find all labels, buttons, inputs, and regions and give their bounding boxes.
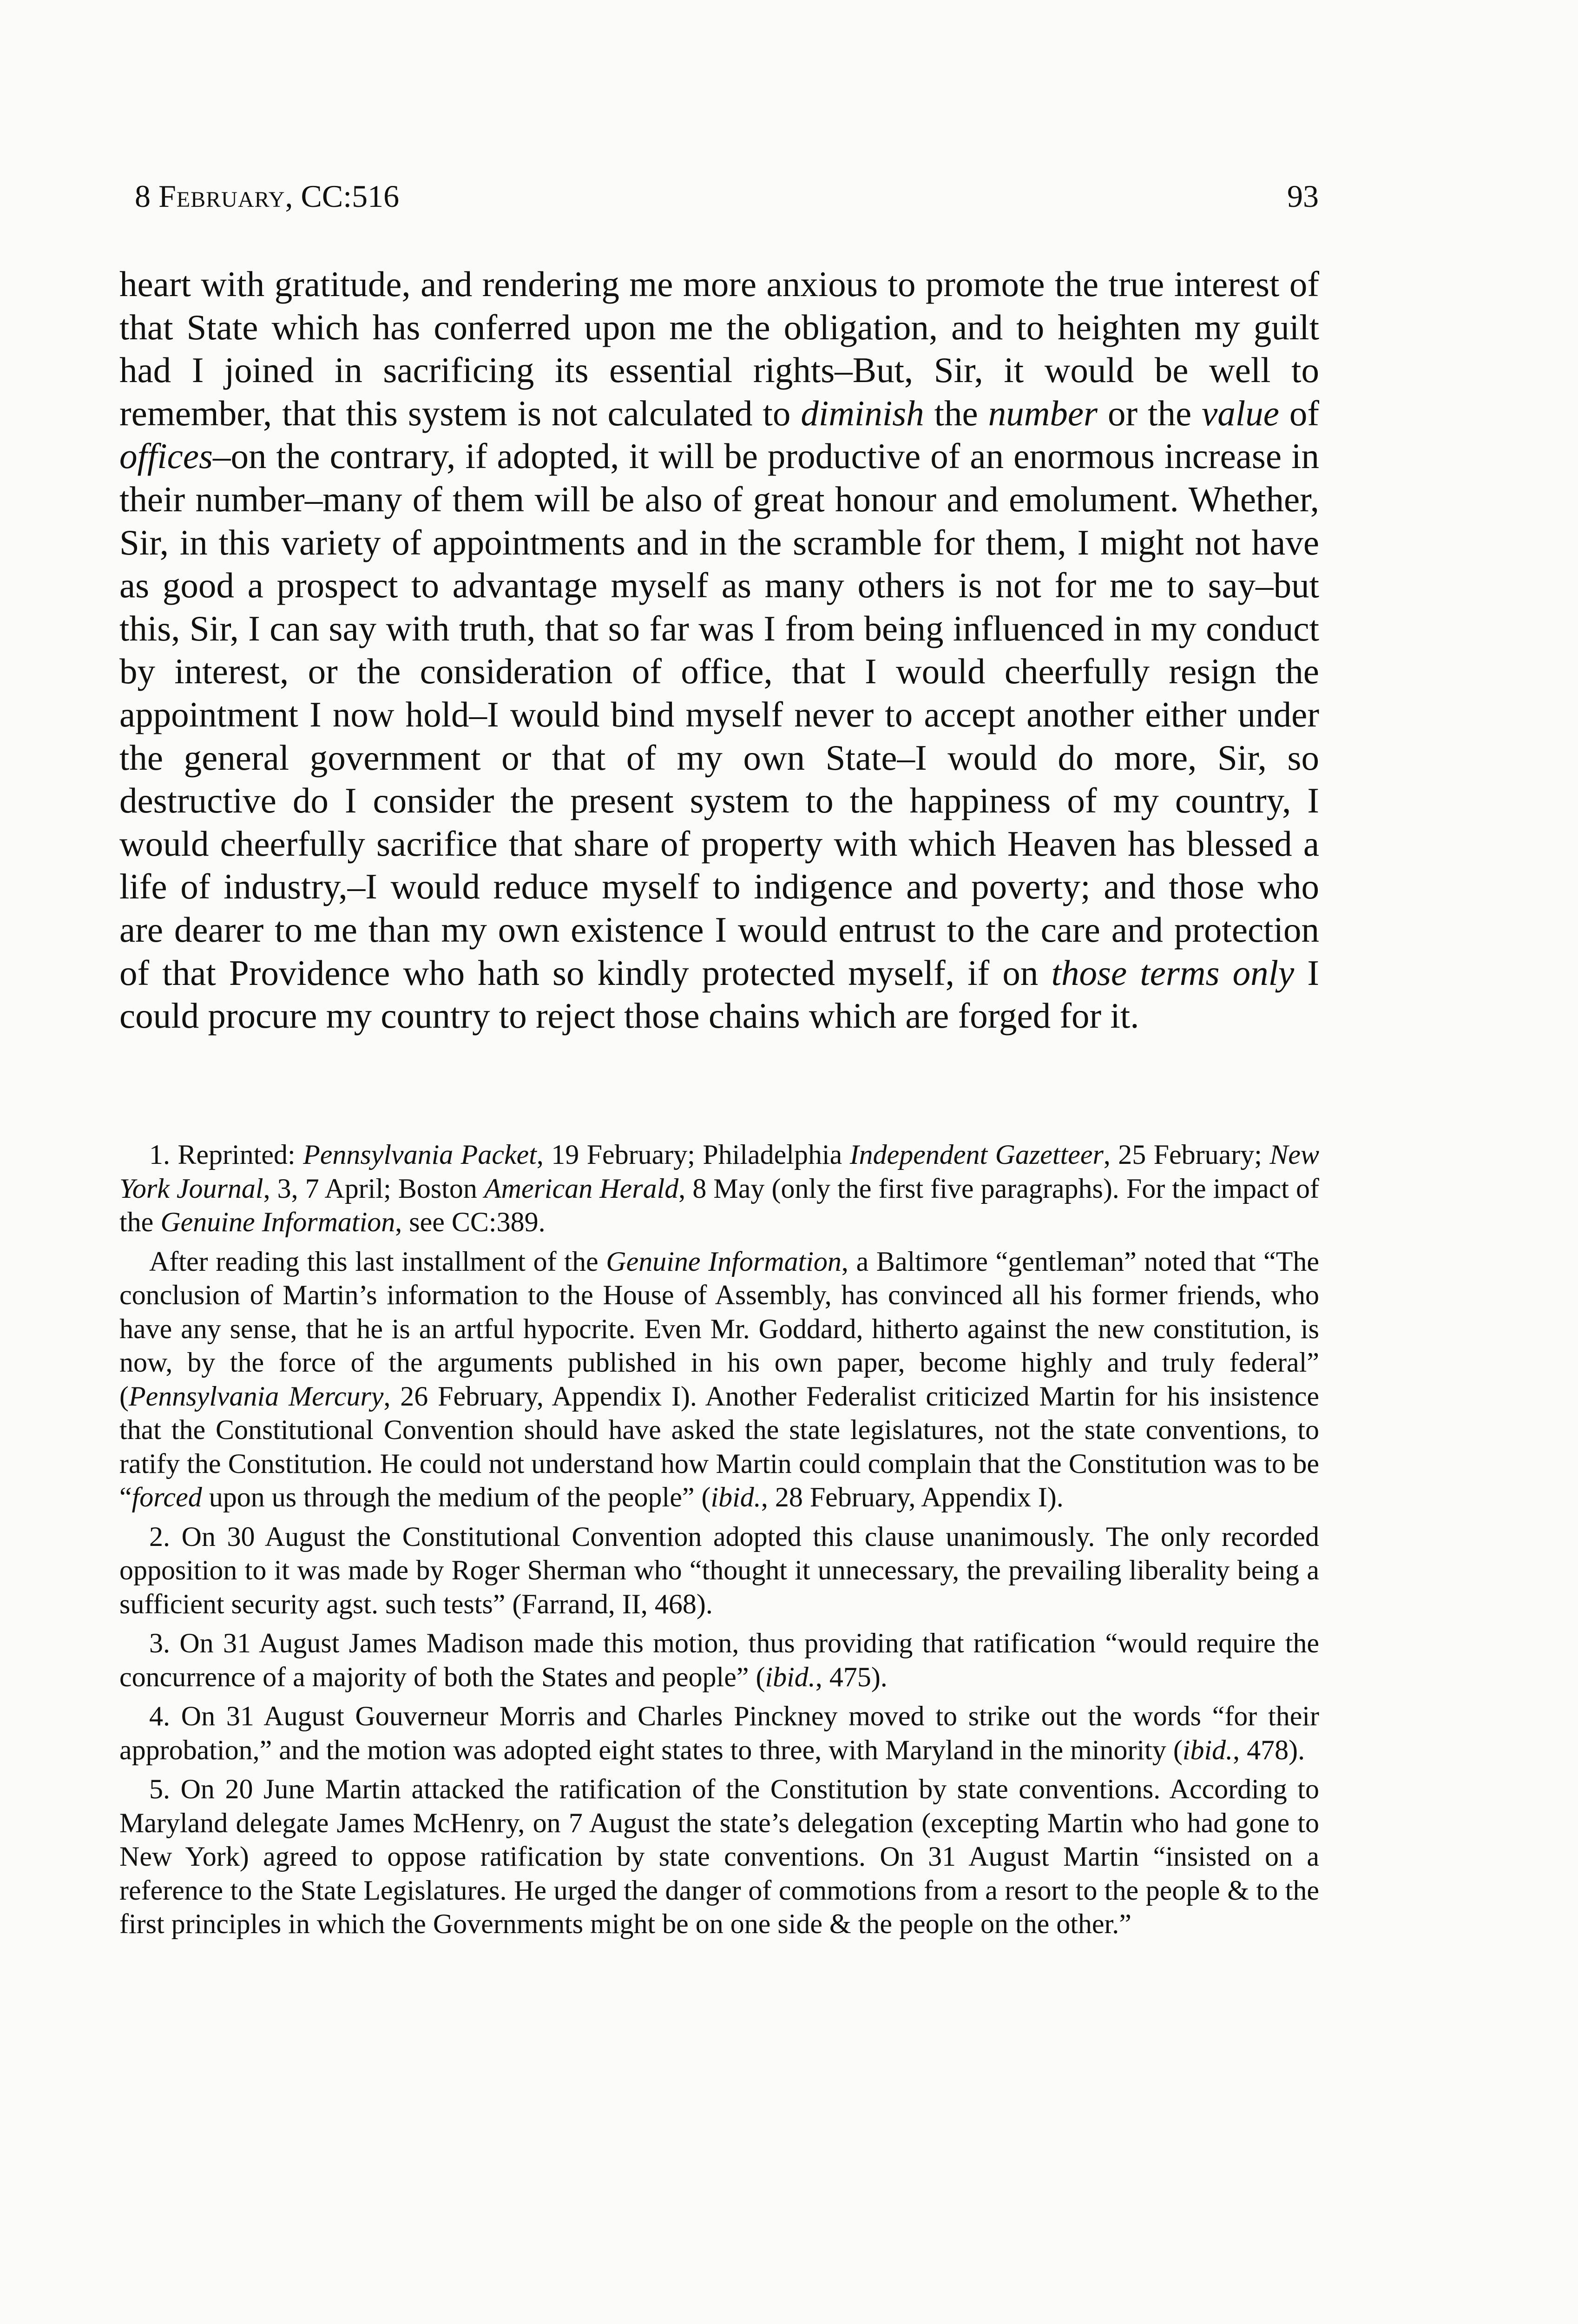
note-text: , 475). — [815, 1661, 888, 1692]
running-head-left — [135, 180, 399, 212]
emphasis: number — [988, 393, 1098, 433]
note-text: , 26 February, Appendix I). Another Federalist criticized Martin for his insistence that the Constitutional Convention should have asked the state legislatures, not the state conventions, to ratify the Constitution. He could not understand how Martin could complain that the Constitution was to be “ — [119, 1380, 1319, 1512]
footnote-5 — [119, 1772, 1319, 1941]
footnote-3 — [119, 1626, 1319, 1694]
body-text-run: or the — [1097, 393, 1202, 433]
page-number: 93 — [1287, 178, 1319, 214]
note-text: 1. Reprinted: — [149, 1139, 303, 1170]
footnote-1 — [119, 1138, 1319, 1239]
note-italic: Pennsylvania Packet — [303, 1139, 537, 1170]
note-text: , a Baltimore “gentleman” noted that “The conclusion of Martin’s information to the House of Assembly, has convinced all his former friends, who have any sense, that he is an artful hypocrite. Even Mr. Goddard, hitherto against the new constitution, is now, by the force of the arguments published in his own paper, become highly and truly federal” ( — [119, 1246, 1319, 1412]
emphasis: value — [1202, 393, 1279, 433]
note-text: 4. On 31 August Gouverneur Morris and Charles Pinckney moved to strike out the words “for their approbation,” and the motion was adopted eight states to three, with Maryland in the minority ( — [119, 1701, 1319, 1765]
footnote-1-continued — [119, 1245, 1319, 1514]
note-italic: ibid. — [1182, 1734, 1233, 1765]
note-italic: forced — [132, 1482, 202, 1512]
body-text-run: heart with gratitude, and rendering me more anxious to promote the true interest of that State which has conferred upon me the obligation, and to heighten my guilt had I joined in sacrificing its essential rights–But, Sir, it would be well to remember, that this system is not calculated to — [119, 264, 1319, 433]
note-text: 5. On 20 June Martin attacked the ratification of the Constitution by state conventions. According to Maryland delegate James McHenry, on 7 August the state’s delegation (excepting Martin who had gone to New York) agreed to oppose ratification by state conventions. On 31 August Martin “insisted on a reference to the State Legislatures. He urged the danger of commotions from a resort to the people & to the first principles in which the Governments might be on one side & the people on the other.” — [119, 1774, 1319, 1939]
note-italic: Pennsylvania Mercury — [128, 1380, 384, 1412]
header-doc-ref: , CC:516 — [285, 178, 400, 214]
body-text-run: I could procure my country to reject those chains which are forged for it. — [119, 952, 1319, 1036]
note-italic: American Herald — [484, 1173, 679, 1204]
note-italic: Independent Gazetteer — [849, 1139, 1104, 1170]
note-text: , 25 February; — [1103, 1139, 1270, 1170]
running-head — [135, 180, 1319, 212]
note-italic: New York Journal — [119, 1139, 1320, 1204]
emphasis: diminish — [801, 393, 924, 433]
footnote-4 — [119, 1699, 1319, 1767]
note-text: , 478). — [1233, 1734, 1305, 1765]
note-text: 2. On 30 August the Constitutional Convention adopted this clause unanimously. The only recorded opposition to it was made by Roger Sherman who “thought it unnecessary, the prevailing liberality being a sufficient security agst. such tests” (Farrand, II, 468). — [119, 1521, 1319, 1619]
body-text-run: –on the contrary, if adopted, it will be productive of an enormous increase in their number–many of them will be also of great honour and emolument. Whether, Sir, in this variety of appointments and in the scramble for them, I might not have as good a prospect to advantage myself as many others is not for me to say–but this, Sir, I can say with truth, that so far was I from being influenced in my conduct by interest, or the consideration of office, that I would cheerfully resign the appointment I now hold–I would bind myself never to accept another either under the general government or that of my own State–I would do more, Sir, so destructive do I consider the present system to the happiness of my country, I would cheerfully sacrifice that share of property with which Heaven has blessed a life of industry,–I would reduce myself to indigence and poverty; and those who are dearer to me than my own existence I would entrust to the care and protection of that Providence who hath so kindly protected myself, if on — [119, 436, 1319, 993]
note-italic: Genuine Information — [606, 1246, 842, 1277]
note-text: , 28 February, Appendix I). — [761, 1482, 1064, 1512]
footnotes — [119, 1138, 1319, 1947]
body-text-run: of — [1279, 393, 1319, 433]
note-text: 3. On 31 August James Madison made this motion, thus providing that ratification “would require the concurrence of a majority of both the States and people” ( — [119, 1628, 1319, 1692]
note-text: , see CC:389. — [395, 1207, 546, 1237]
footnote-2 — [119, 1520, 1319, 1621]
note-text: upon us through the medium of the people” ( — [202, 1482, 711, 1512]
note-italic: ibid. — [710, 1482, 761, 1512]
header-day: 8 — [135, 178, 151, 214]
main-text — [119, 263, 1319, 1037]
note-text: , 3, 7 April; Boston — [263, 1173, 484, 1204]
emphasis: those terms only — [1051, 952, 1295, 993]
note-text: , 19 February; Philadelphia — [536, 1139, 850, 1170]
note-text: , 8 May (only the first five paragraphs). For the impact of the — [119, 1173, 1319, 1237]
header-month: February — [158, 178, 285, 214]
note-text: After reading this last installment of the — [149, 1246, 606, 1277]
note-italic: Genuine Information — [160, 1207, 395, 1237]
note-italic: ibid. — [765, 1661, 815, 1692]
body-text-run: the — [924, 393, 988, 433]
body-paragraph — [119, 263, 1319, 1037]
emphasis: offices — [119, 436, 213, 476]
